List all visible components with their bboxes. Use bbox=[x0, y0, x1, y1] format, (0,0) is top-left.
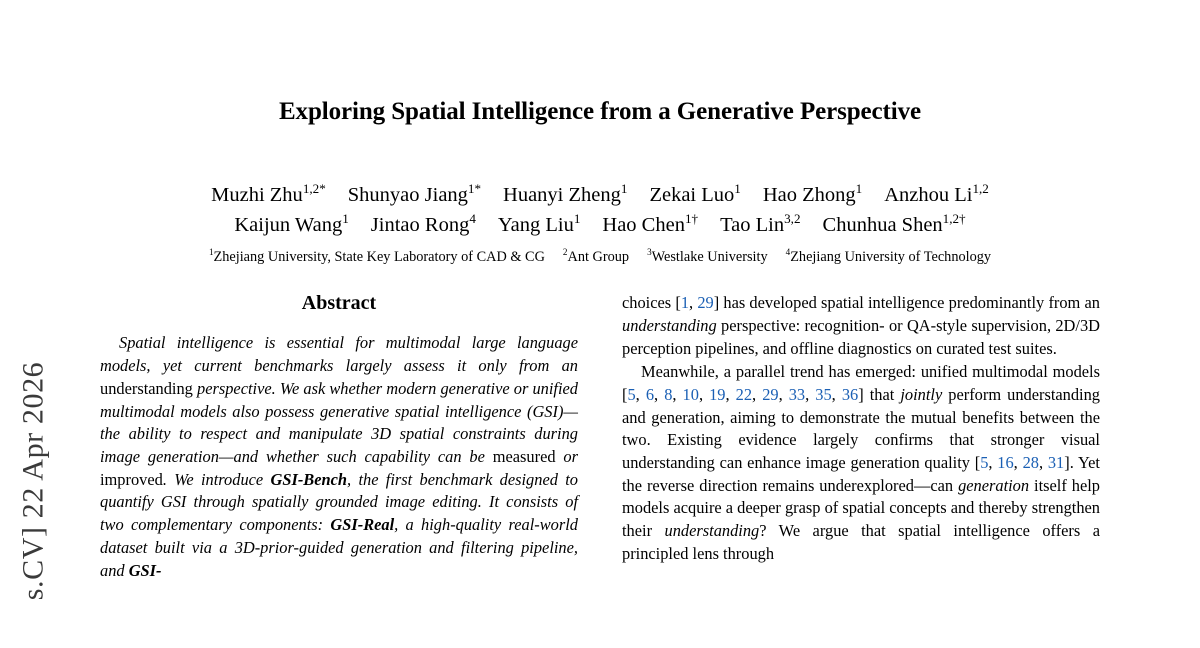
body-text: , bbox=[1013, 452, 1023, 472]
abstract-segment: improved bbox=[100, 469, 163, 489]
author-affiliation-marker: 1 bbox=[620, 181, 628, 197]
body-text: , bbox=[635, 384, 646, 404]
body-text: , bbox=[654, 384, 665, 404]
body-text: perform understanding and generation, aiming to demonstrate the mutual benefits between the two. Existing evidence largely confirms that stronger visual understanding can enhance image generation quality [ bbox=[622, 384, 1101, 472]
affiliation-marker: 2 bbox=[562, 247, 568, 258]
body-text: , bbox=[988, 452, 998, 472]
abstract-segment: GSI- bbox=[128, 560, 162, 580]
citation-link[interactable]: 5 bbox=[980, 452, 989, 472]
left-column bbox=[100, 292, 578, 582]
author-name: Yang Liu$^1$ bbox=[497, 210, 581, 236]
emphasis-text: generation bbox=[958, 475, 1030, 495]
abstract-text bbox=[100, 332, 578, 582]
citation-link[interactable]: 31 bbox=[1047, 452, 1065, 472]
author-affiliation-marker: 4 bbox=[469, 210, 476, 226]
affiliation-item: $^4$Zhejiang University of Technology bbox=[785, 247, 992, 266]
author-list bbox=[100, 181, 1100, 240]
citation-link[interactable]: 5 bbox=[627, 384, 636, 404]
body-text: perspective: recognition- or QA-style supervision, 2D/3D perception pipelines, and offline diagnostics on curated test suites. bbox=[622, 316, 1100, 358]
abstract-segment: measured bbox=[492, 447, 556, 467]
body-text: , bbox=[698, 384, 710, 404]
two-column-body bbox=[100, 292, 1100, 582]
body-text: , bbox=[778, 384, 789, 404]
author-name: Zekai Luo$^1$ bbox=[649, 181, 741, 206]
affiliation-marker: 3 bbox=[647, 247, 652, 258]
abstract-segment: GSI-Bench bbox=[270, 469, 348, 489]
author-name: Huanyi Zheng$^1$ bbox=[503, 181, 628, 206]
citation-link[interactable]: 19 bbox=[709, 384, 726, 404]
abstract-segment: perspective. We ask whether modern generative or unified multimodal models also possess generative spatial intelligence (GSI)—the ability to respect and manipulate 3D spatial constraints during image generation—and whether such capability can be bbox=[100, 378, 578, 467]
author-row-2 bbox=[100, 211, 1100, 241]
citation-link[interactable]: 1 bbox=[680, 293, 690, 313]
body-text: , bbox=[689, 293, 698, 313]
author-name: Hao Zhong$^1$ bbox=[762, 181, 863, 206]
body-text: , bbox=[1038, 452, 1048, 472]
author-affiliation-marker: 1 bbox=[342, 210, 349, 226]
abstract-segment: or bbox=[555, 447, 578, 467]
author-affiliation-marker: 1,2* bbox=[302, 181, 326, 197]
citation-link[interactable]: 16 bbox=[997, 452, 1014, 472]
author-affiliation-marker: 1* bbox=[467, 181, 482, 197]
abstract-segment: Spatial intelligence is essential for multimodal large language models, yet current benchmarks largely assess it only from an bbox=[100, 333, 578, 376]
citation-link[interactable]: 35 bbox=[815, 384, 832, 404]
citation-link[interactable]: 22 bbox=[735, 384, 753, 404]
author-name: Jintao Rong$^4$ bbox=[370, 210, 476, 236]
body-text: ] that bbox=[858, 384, 901, 404]
body-text: ]. Yet the reverse direction remains underexplored—can bbox=[622, 452, 1100, 495]
author-affiliation-marker: 1 bbox=[734, 181, 741, 197]
author-affiliation-marker: 1 bbox=[573, 210, 581, 226]
body-text: , bbox=[831, 384, 842, 404]
author-row-1 bbox=[100, 181, 1100, 211]
abstract-segment: , a high-quality real-world dataset built via a 3D-prior-guided generation and filtering pipeline, and bbox=[100, 515, 578, 580]
citation-link[interactable]: 36 bbox=[841, 384, 859, 404]
affiliation-item: $^2$Ant Group bbox=[562, 247, 630, 266]
author-name: Hao Chen$^{1\dagger}$ bbox=[602, 210, 699, 236]
author-affiliation-marker: 3,2 bbox=[784, 210, 801, 226]
affiliation-marker: 4 bbox=[785, 247, 791, 258]
body-text: , bbox=[672, 384, 683, 404]
body-text: choices [ bbox=[622, 293, 681, 313]
citation-link[interactable]: 6 bbox=[645, 384, 655, 404]
body-text: Meanwhile, a parallel trend has emerged: unified multimodal models [ bbox=[622, 362, 1100, 404]
author-name: Tao Lin$^{3,2}$ bbox=[720, 210, 801, 236]
paper-page bbox=[100, 0, 1100, 648]
right-column bbox=[622, 292, 1100, 582]
body-text: , bbox=[725, 384, 736, 404]
author-name: Anzhou Li$^{1,2}$ bbox=[884, 181, 989, 206]
citation-link[interactable]: 29 bbox=[697, 293, 714, 313]
emphasis-text: jointly bbox=[900, 384, 943, 404]
abstract-heading: Abstract bbox=[301, 292, 377, 315]
emphasis-text: understanding bbox=[664, 521, 760, 541]
affiliation-item: $^3$Westlake University bbox=[647, 247, 768, 266]
citation-link[interactable]: 10 bbox=[682, 384, 699, 404]
abstract-segment: . We introduce bbox=[162, 469, 271, 489]
arxiv-stamp bbox=[0, 0, 68, 648]
abstract-segment: , the first benchmark designed to quantify GSI through spatially grounded image editing. It consists of two complementary components: bbox=[100, 469, 578, 535]
author-name: Muzhi Zhu$^{1,2*}$ bbox=[211, 181, 326, 206]
page-title: Exploring Spatial Intelligence from a Generative Perspective bbox=[278, 98, 922, 125]
author-name: Shunyao Jiang$^{1*}$ bbox=[347, 181, 482, 206]
citation-link[interactable]: 29 bbox=[762, 384, 779, 404]
affiliation-item: $^1$Zhejiang University, State Key Laboratory of CAD & CG bbox=[208, 247, 545, 266]
affiliation-marker: 1 bbox=[208, 247, 214, 258]
abstract-segment: GSI-Real bbox=[330, 515, 395, 535]
body-text: ? We argue that spatial intelligence offers a principled lens through bbox=[622, 521, 1101, 563]
citation-link[interactable]: 8 bbox=[664, 384, 673, 404]
author-affiliation-marker: 1,2† bbox=[942, 210, 966, 226]
body-text: , bbox=[805, 384, 816, 404]
emphasis-text: understanding bbox=[622, 316, 717, 336]
arxiv-stamp-text: s.CV] 22 Apr 2026 bbox=[16, 361, 50, 601]
author-affiliation-marker: 1,2 bbox=[972, 181, 989, 197]
citation-link[interactable]: 33 bbox=[788, 384, 806, 404]
author-affiliation-marker: 1 bbox=[855, 181, 863, 197]
body-paragraph bbox=[622, 292, 1100, 360]
body-paragraph bbox=[622, 361, 1100, 565]
author-affiliation-marker: 1† bbox=[684, 210, 699, 226]
abstract-segment: understanding bbox=[100, 378, 193, 398]
affiliation-list bbox=[100, 249, 1100, 266]
body-text: ] has developed spatial intelligence predominantly from an bbox=[713, 293, 1100, 313]
author-name: Kaijun Wang$^1$ bbox=[234, 210, 349, 236]
body-text: , bbox=[752, 384, 763, 404]
body-text: itself help models acquire a deeper grasp of spatial concepts and thereby strengthen their bbox=[622, 475, 1100, 541]
citation-link[interactable]: 28 bbox=[1022, 452, 1039, 472]
author-name: Chunhua Shen$^{1,2\dagger}$ bbox=[822, 210, 966, 236]
